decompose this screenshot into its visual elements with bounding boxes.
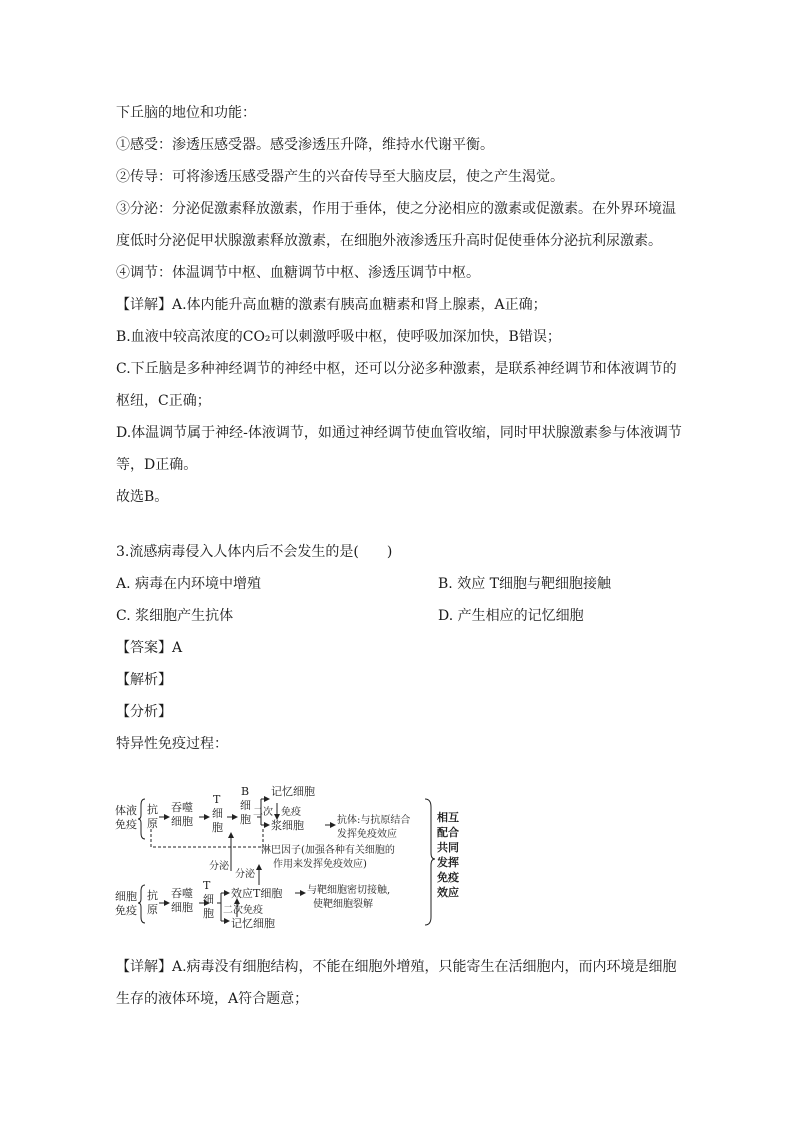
question-stem: 3.流感病毒侵入人体内后不会发生的是( ) <box>116 544 393 560</box>
detail-line: 故选B。 <box>116 489 169 505</box>
detail-line: C.下丘脑是多种神经调节的神经中枢，还可以分泌多种激素，是联系神经调节和体液调节的 <box>116 361 677 377</box>
immune-process-diagram <box>113 781 465 935</box>
detail-line: 等，D正确。 <box>116 457 198 473</box>
detail-line: 生存的液体环境，A符合题意； <box>116 991 309 1007</box>
antibody-label-2: 发挥免疫效应 <box>337 829 397 840</box>
cooperate-1: 相互 <box>437 811 459 824</box>
antibody-label: 抗体:与抗原结合 <box>337 815 411 826</box>
detail-line: 【详解】A.病毒没有细胞结构，不能在细胞外增殖，只能寄生在活细胞内，而内环境是细胞 <box>116 959 677 975</box>
second-immune-label: 二次 <box>253 807 273 818</box>
detail-line: 枢纽，C正确； <box>116 393 211 409</box>
target-label: 与靶细胞密切接触, <box>307 885 391 896</box>
memory-cell-label: 记忆细胞 <box>271 785 315 798</box>
secrete-label-2: 分泌 <box>235 869 255 880</box>
option-d: D. 产生相应的记忆细胞 <box>438 608 584 624</box>
fenxi-heading: 【分析】 <box>116 704 172 720</box>
antigen-label-c1: 抗 <box>147 889 158 902</box>
plasma-cell-label: 浆细胞 <box>271 819 304 832</box>
answer: 【答案】A <box>116 640 183 656</box>
phagocyte-label-2: 细胞 <box>171 815 193 828</box>
list-item: ③分泌：分泌促激素释放激素，作用于垂体，使之分泌相应的激素或促激素。在外界环境温 <box>116 201 676 217</box>
effector-t-label: 效应T细胞 <box>231 887 283 900</box>
option-a: A. 病毒在内环境中增殖 <box>116 576 262 592</box>
diagram-intro: 特异性免疫过程： <box>116 736 228 752</box>
detail-line: B.血液中较高浓度的CO₂可以刺激呼吸中枢，使呼吸加深加快，B错误； <box>116 329 561 345</box>
antigen-label-1: 抗 <box>147 803 158 816</box>
antigen-label-2: 原 <box>147 817 158 830</box>
phagocyte-label-c2: 细胞 <box>171 901 193 914</box>
cooperate-4: 发挥 <box>437 856 459 869</box>
label-cellular-1: 细胞 <box>115 890 137 903</box>
phagocyte-label-c1: 吞噬 <box>171 887 193 900</box>
cooperate-2: 配合 <box>437 826 459 839</box>
target-label-2: 使靶细胞裂解 <box>313 899 373 910</box>
antigen-label-c2: 原 <box>147 903 158 916</box>
b-cell-label-1: B <box>241 785 250 798</box>
t-cell-label-c3: 胞 <box>203 907 214 920</box>
label-cellular-2: 免疫 <box>115 904 137 917</box>
immune-label-c: 免疫 <box>243 905 263 916</box>
list-item: ④调节：体温调节中枢、血糖调节中枢、渗透压调节中枢。 <box>116 265 480 281</box>
t-cell-label-3: 胞 <box>212 821 223 834</box>
list-item: ①感受：渗透压感受器。感受渗透压升降，维持水代谢平衡。 <box>116 137 494 153</box>
cooperate-6: 效应 <box>437 886 459 899</box>
cooperate-3: 共同 <box>437 841 459 854</box>
detail-line: D.体温调节属于神经-体液调节，如通过神经调节使血管收缩，同时甲状腺激素参与体液调节 <box>116 425 682 441</box>
b-cell-label-2: 细 <box>240 799 251 812</box>
b-cell-label-3: 胞 <box>240 813 251 826</box>
detail-line: 【详解】A.体内能升高血糖的激素有胰高血糖素和肾上腺素，A正确； <box>116 297 547 313</box>
t-cell-label-1: T <box>213 793 221 806</box>
list-item: ②传导：可将渗透压感受器产生的兴奋传导至大脑皮层，使之产生渴觉。 <box>116 169 564 185</box>
secrete-label: 分泌 <box>209 861 229 872</box>
option-c: C. 浆细胞产生抗体 <box>116 608 234 624</box>
immune-label: 免疫 <box>281 807 301 818</box>
option-b: B. 效应 T细胞与靶细胞接触 <box>438 576 611 592</box>
label-humoral-1: 体液 <box>115 804 137 817</box>
phagocyte-label-1: 吞噬 <box>171 801 193 814</box>
lymphokine-label-2: 作用来发挥免疫效应) <box>273 859 367 870</box>
analysis-heading: 【解析】 <box>116 672 172 688</box>
memory-cell-label-c: 记忆细胞 <box>231 917 275 930</box>
label-humoral-2: 免疫 <box>115 818 137 831</box>
t-cell-label-2: 细 <box>212 807 223 820</box>
second-immune-label-c: 二次 <box>223 905 243 916</box>
cooperate-5: 免疫 <box>437 871 459 884</box>
list-item: 度低时分泌促甲状腺激素释放激素，在细胞外液渗透压升高时促使垂体分泌抗利尿激素。 <box>116 233 662 249</box>
section-heading: 下丘脑的地位和功能： <box>116 105 256 121</box>
t-cell-label-c2: 细 <box>203 893 214 906</box>
lymphokine-label: 淋巴因子(加强各种有关细胞的 <box>261 845 395 856</box>
t-cell-label-c1: T <box>203 879 211 892</box>
